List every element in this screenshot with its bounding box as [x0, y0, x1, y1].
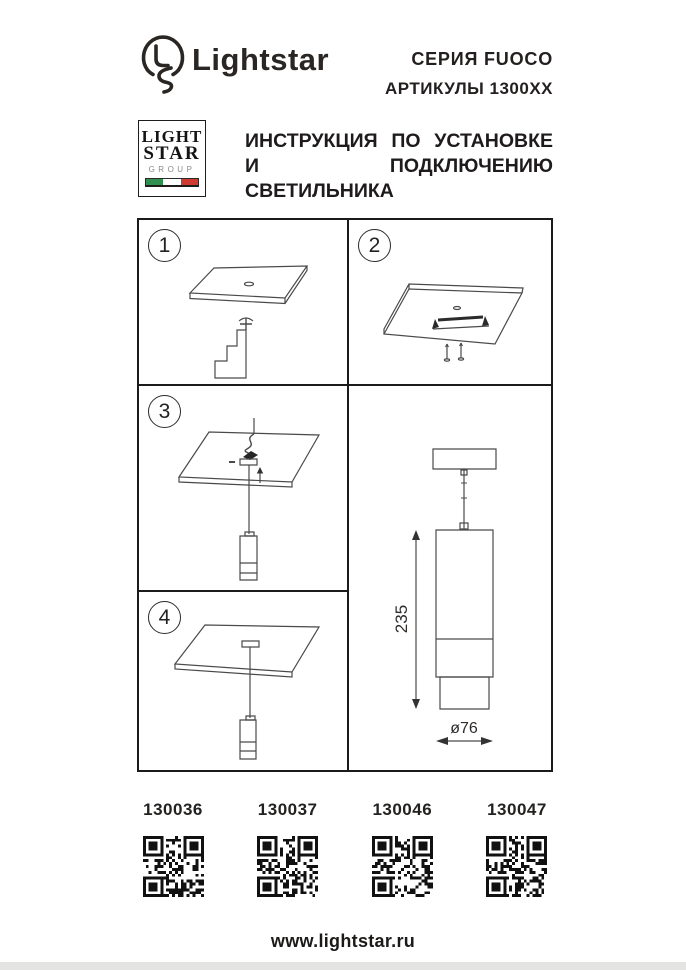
step-number-badge: 1 [148, 229, 181, 262]
series-title: СЕРИЯ FUOCO [411, 49, 553, 69]
footer-website: www.lightstar.ru [270, 931, 416, 951]
lightstar-bulb-icon [138, 32, 188, 98]
instruction-title-line2: И ПОДКЛЮЧЕНИЮ СВЕТИЛЬНИКА [245, 155, 553, 202]
product-column [137, 800, 209, 900]
footer-bar [0, 962, 686, 970]
product-column [481, 800, 553, 900]
spec-panel [349, 386, 551, 770]
qr-code [254, 833, 321, 900]
steps-grid [137, 218, 553, 772]
series-subtitle: АРТИКУЛЫ 1300XX [384, 79, 553, 98]
step-number-badge: 2 [358, 229, 391, 262]
group-logo-line1: LIGHT [141, 127, 203, 146]
step-panel-1 [139, 220, 349, 386]
dimension-height-label: 235 [392, 604, 411, 634]
step-number-badge: 3 [148, 395, 181, 428]
group-logo-line3: GROUP [148, 165, 196, 174]
instruction-title [245, 129, 553, 204]
step-panel-4 [139, 592, 349, 770]
group-logo-line2: STAR [143, 143, 201, 164]
fixture-dimension-drawing [349, 386, 553, 770]
instruction-title-line1: ИНСТРУКЦИЯ ПО УСТАНОВКЕ [245, 130, 553, 152]
qr-code [483, 833, 550, 900]
product-code-label: 130037 [257, 800, 318, 819]
step-panel-2 [349, 220, 551, 386]
step-number-badge: 4 [148, 601, 181, 634]
product-code-label: 130047 [487, 800, 547, 819]
dimension-diameter-label: ø76 [450, 720, 478, 737]
product-code-label: 130046 [372, 800, 433, 819]
series-block [385, 45, 553, 103]
product-codes-row [137, 800, 553, 900]
qr-code [369, 833, 436, 900]
product-code-label: 130036 [143, 800, 203, 819]
qr-code [140, 833, 207, 900]
lightstar-group-logo [138, 120, 206, 197]
italian-flag-bar [145, 178, 199, 187]
step-panel-3 [139, 386, 349, 592]
product-column [252, 800, 324, 900]
brand-wordmark: Lightstar [192, 42, 330, 77]
product-column [366, 800, 438, 900]
